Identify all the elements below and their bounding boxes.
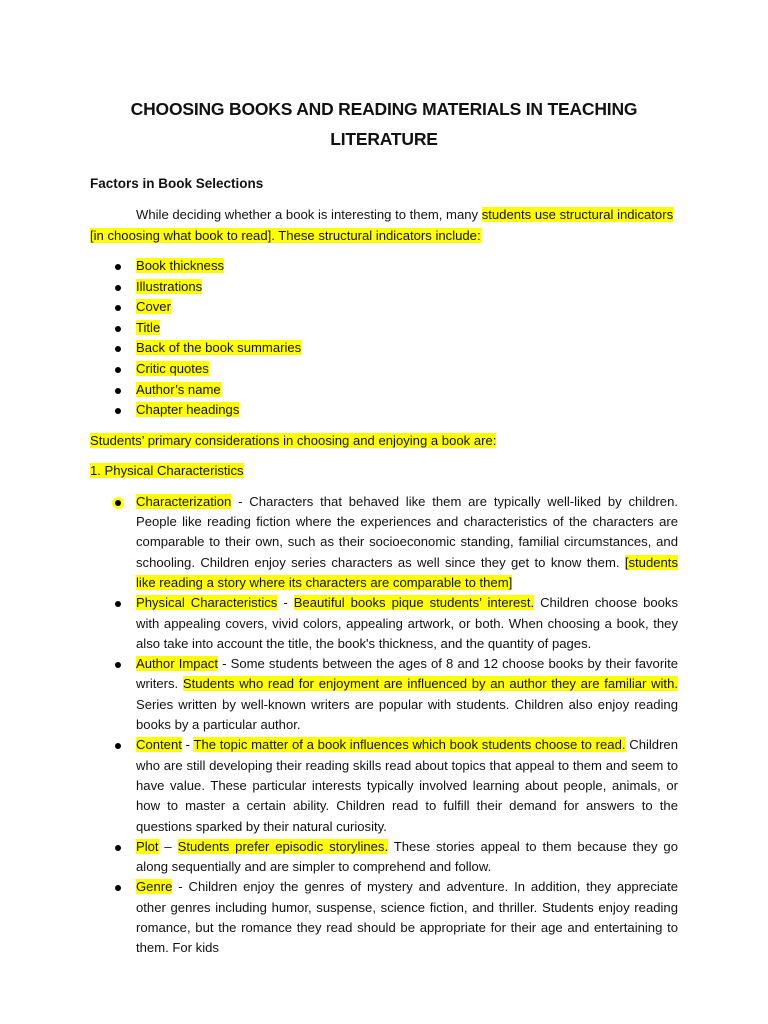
list-item — [90, 400, 678, 421]
factor-text: Characters that behaved like them are typically well-liked by children. People like reading fiction where the experiences and characteristics of the characters are comparable to their own, such as their socioeconomic standing, familial circumstances, and schooling. Children enjoy series characters as well since they get to know them. — [136, 493, 678, 570]
indicator-label: Author’s name — [136, 381, 221, 397]
factor-content — [90, 735, 678, 836]
factor-highlight: Students who read for enjoyment are influenced by an author they are familiar with. — [182, 676, 678, 692]
factor-highlight: Students prefer episodic storylines. — [177, 838, 389, 854]
document-title — [90, 0, 678, 154]
indicator-label: Cover — [136, 299, 171, 315]
list-item — [90, 359, 678, 380]
factor-term: Plot — [136, 838, 159, 854]
factor-text-after: Series written by well-known writers are popular with students. Children also enjoy reading books by a particular author. — [136, 696, 678, 733]
structural-indicators-list — [90, 256, 678, 421]
indicator-label: Title — [136, 319, 161, 335]
list-item — [90, 256, 678, 277]
considerations-line — [90, 431, 678, 452]
subheading-text: 1. Physical Characteristics — [90, 463, 244, 479]
subheading-line — [90, 461, 678, 482]
factor-separator: - — [231, 493, 250, 509]
title-line-2: LITERATURE — [330, 129, 438, 149]
indicator-label: Back of the book summaries — [136, 340, 302, 356]
factor-text: Some students between the ages of 8 and 12 choose books by their favorite writers. — [136, 656, 679, 692]
factor-genre — [90, 877, 678, 958]
factor-text: Children who are still developing their reading skills read about topics that appeal to them and seem to have value. These particular interests typically involved learning about people, animals, or how to master a certain ability. Children read to fulfill their demand for answers to the questions sparked by their natural curiosity. — [136, 737, 678, 834]
factor-highlight: The topic matter of a book influences which book students choose to read. — [193, 737, 626, 753]
section-heading: Factors in Book Selections — [90, 176, 264, 191]
intro-text: While deciding whether a book is interesting to them, many — [136, 207, 482, 222]
list-item — [90, 297, 678, 318]
factor-text: These stories appeal to them because they go along sequentially and are simpler to comprehend and follow. — [136, 838, 678, 875]
indicator-label: Critic quotes — [136, 360, 209, 376]
factor-highlight: [students like reading a story where its characters are comparable to them] — [136, 554, 678, 590]
factor-text: Children choose books with appealing covers, vivid colors, appealing artwork, or both. When choosing a book, they also take into account the title, the book's thickness, and the quantity of pages. — [136, 595, 679, 651]
list-item — [90, 277, 678, 298]
factor-author-impact — [90, 654, 678, 735]
factor-characterization — [90, 492, 678, 593]
intro-highlight: students use structural indicators [in choosing what book to read]. These structural indicators include: — [90, 207, 674, 243]
factor-separator: - — [277, 595, 294, 611]
factor-separator: - — [172, 879, 189, 895]
list-item — [90, 338, 678, 359]
factor-separator: - — [218, 656, 231, 672]
title-line-1: CHOOSING BOOKS AND READING MATERIALS IN TEACHING — [130, 99, 638, 119]
factor-term: Physical Characteristics — [136, 595, 278, 611]
indicator-label: Chapter headings — [136, 402, 240, 418]
list-item — [90, 380, 678, 401]
list-item — [90, 318, 678, 339]
factor-term: Content — [136, 737, 182, 753]
indicator-label: Book thickness — [136, 258, 225, 273]
factor-plot — [90, 837, 678, 878]
indicator-label: Illustrations — [136, 278, 203, 294]
factor-term: Characterization — [136, 493, 232, 509]
factor-separator: - — [181, 737, 194, 753]
factor-physical-characteristics — [90, 593, 678, 654]
factor-term: Genre — [136, 879, 173, 895]
factor-separator: – — [158, 838, 178, 854]
factors-list — [90, 492, 678, 959]
factor-highlight: Beautiful books pique students’ interest. — [293, 595, 535, 611]
factor-term: Author Impact — [136, 656, 218, 672]
intro-paragraph — [90, 205, 678, 246]
considerations-text: Students’ primary considerations in choosing and enjoying a book are: — [90, 432, 497, 448]
factor-text: Children enjoy the genres of mystery and adventure. In addition, they appreciate other genres including humor, suspense, science fiction, and thriller. Students enjoy reading romance, but the romance they read should be appropriate for their age and entertaining to them. For kids — [136, 879, 678, 956]
